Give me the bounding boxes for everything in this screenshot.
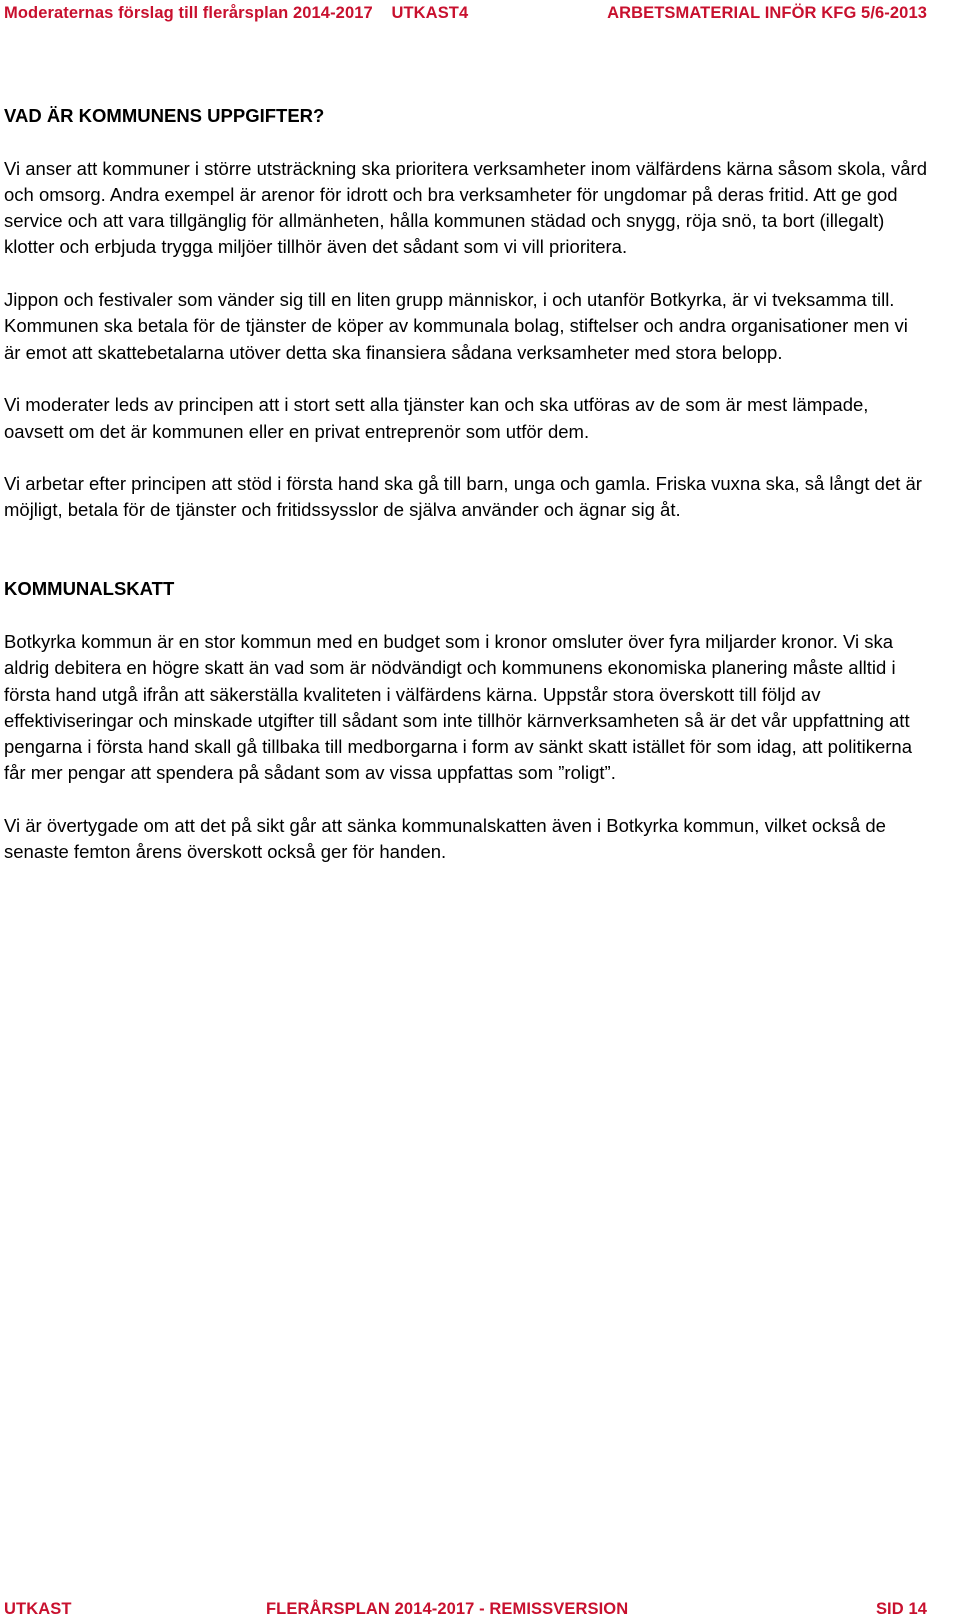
footer-left-label: UTKAST	[4, 1600, 72, 1618]
paragraph: Vi anser att kommuner i större utsträckning ska prioritera verksamheter inom välfärdens kärna såsom skola, vård och omsorg. Andra exempel är arenor för idrott och bra verksamheter för ungdomar på deras fritid. Att ge god service och att vara tillgänglig för allmänheten, hålla kommunen städad och snygg, röja snö, ta bort (illegalt) klotter och erbjuda trygga miljöer tillhör även det sådant som vi vill prioritera.	[4, 157, 927, 258]
header-right-label: ARBETSMATERIAL INFÖR KFG 5/6-2013	[607, 4, 927, 22]
footer-page-number: SID 14	[875, 1600, 927, 1618]
section-heading-kommunalskatt: KOMMUNALSKATT	[4, 578, 175, 600]
paragraph: Vi är övertygade om att det på sikt går att sänka kommunalskatten även i Botkyrka kommun, vilket också de senaste femton årens överskott också ger för handen.	[4, 815, 886, 863]
document-body	[4, 103, 929, 866]
header-title: Moderaternas förslag till flerårsplan 2014-2017	[4, 4, 373, 22]
header-draft-label: UTKAST4	[391, 4, 469, 22]
paragraph: Jippon och festivaler som vänder sig till en liten grupp människor, i och utanför Botkyrka, är vi tveksamma till. Kommunen ska betala för de tjänster de köper av kommunala bolag, stiftelser och andra organisationer men vi är emot att skattebetalarna utöver detta ska finansiera sådana verksamheter med stora belopp.	[4, 289, 908, 363]
section-heading-uppgifter: VAD ÄR KOMMUNENS UPPGIFTER?	[4, 105, 325, 126]
paragraph: Vi moderater leds av principen att i stort sett alla tjänster kan och ska utföras av de som är mest lämpade, oavsett om det är kommunen eller en privat entreprenör som utför dem.	[4, 394, 869, 442]
footer-center-label: FLERÅRSPLAN 2014-2017 - REMISSVERSION	[266, 1600, 629, 1618]
paragraph: Botkyrka kommun är en stor kommun med en budget som i kronor omsluter över fyra miljarder kronor. Vi ska aldrig debitera en högre skatt än vad som är nödvändigt och kommunens ekonomiska planering måste alltid i första hand utgå ifrån att säkerställa kvaliteten i välfärdens kärna. Uppstår stora överskott till följd av effektiviseringar och minskade utgifter till sådant som inte tillhör kärnverksamheten så är det vår uppfattning att pengarna i första hand skall gå tillbaka till medborgarna i form av sänkt skatt istället för som idag, att politikerna får mer pengar att spendera på sådant som av vissa uppfattas som ”roligt”.	[4, 630, 912, 784]
header-left	[4, 4, 468, 23]
page-header	[4, 4, 927, 23]
paragraph: Vi arbetar efter principen att stöd i första hand ska gå till barn, unga och gamla. Friska vuxna ska, så långt det är möjligt, betala för de tjänster och fritidssysslor de själva använder och ägnar sig åt.	[4, 473, 922, 521]
page-footer	[4, 1600, 927, 1619]
